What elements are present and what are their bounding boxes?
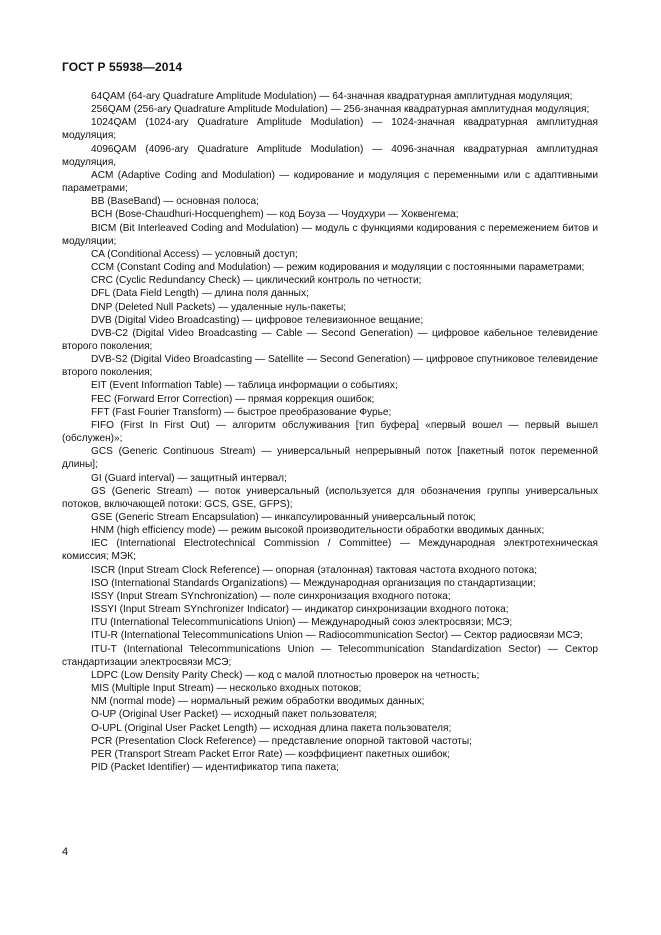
list-item: GS (Generic Stream) — поток универсальный (используется для обозначения группы универсальных потоков, включающей потоки: GCS, GSE, GFPS); <box>62 485 598 510</box>
list-item: 1024QAM (1024-ary Quadrature Amplitude Modulation) — 1024-значная квадратурная амплитудная модуляция; <box>62 117 598 142</box>
list-item: FFT (Fast Fourier Transform) — быстрое преобразование Фурье; <box>91 406 392 418</box>
list-item: PCR (Presentation Clock Reference) — представление опорной тактовой частоты; <box>91 735 472 747</box>
abbreviation-list <box>62 90 598 774</box>
list-item: ACM (Adaptive Coding and Modulation) — кодирование и модуляция с переменными или с адаптивными параметрами; <box>62 169 598 195</box>
list-item: 256QAM (256-ary Quadrature Amplitude Modulation) — 256-значная квадратурная амплитудная модуляция; <box>91 104 590 116</box>
list-item: CA (Conditional Access) — условный доступ; <box>91 248 298 260</box>
list-item: ISO (International Standards Organizations) — Международная организация по стандартизации; <box>91 577 536 589</box>
list-item: FIFO (First In First Out) — алгоритм обслуживания [тип буфера] «первый вошел — первый вышел (обслужен)»; <box>62 419 598 445</box>
list-item: PER (Transport Stream Packet Error Rate) — коэффициент пакетных ошибок; <box>91 748 450 760</box>
list-item: FEC (Forward Error Correction) — прямая коррекция ошибок; <box>91 393 375 405</box>
list-item: BICM (Bit Interleaved Coding and Modulation) — модуль с функциями кодирования с перемежением битов и модуляции; <box>62 222 598 247</box>
list-item: ITU-R (International Telecommunications Union — Radiocommunication Sector) — Сектор радиосвязи МСЭ; <box>91 630 583 642</box>
list-item: ITU (International Telecommunications Union) — Международный союз электросвязи; МСЭ; <box>91 617 513 629</box>
list-item: 4096QAM (4096-ary Quadrature Amplitude Modulation) — 4096-значная квадратурная амплитудная модуляция, <box>62 143 598 168</box>
list-item: ISSYI (Input Stream SYnchronizer Indicator) — индикатор синхронизации входного потока; <box>91 604 509 616</box>
list-item: GSE (Generic Stream Encapsulation) — инкапсулированный универсальный поток; <box>91 512 476 523</box>
list-item: EIT (Event Information Table) — таблица информации о событиях; <box>91 380 398 392</box>
list-item: GI (Guard interval) — защитный интервал; <box>91 472 287 484</box>
page-number: 4 <box>62 846 69 858</box>
list-item: DNP (Deleted Null Packets) — удаленные нуль-пакеты; <box>91 301 347 313</box>
list-item: MIS (Multiple Input Stream) — несколько входных потоков; <box>91 683 362 695</box>
list-item: DVB (Digital Video Broadcasting) — цифровое телевизионное вещание; <box>91 314 424 326</box>
list-item: CRC (Cyclic Redundancy Check) — циклический контроль по четности; <box>91 275 422 287</box>
list-item: DVB-C2 (Digital Video Broadcasting — Cable — Second Generation) — цифровое кабельное телевидение второго поколения; <box>62 327 598 352</box>
list-item: LDPC (Low Density Parity Check) — код с малой плотностью проверок на четность; <box>91 669 480 681</box>
list-item: ISSY (Input Stream SYnchronization) — поле синхронизация входного потока; <box>91 590 451 602</box>
list-item: BB (BaseBand) — основная полоса; <box>91 196 259 208</box>
list-item: O-UPL (Original User Packet Length) — исходная длина пакета пользователя; <box>91 722 452 734</box>
list-item: O-UP (Original User Packet) — исходный пакет пользователя; <box>91 709 378 721</box>
list-item: PID (Packet Identifier) — идентификатор типа пакета; <box>91 761 339 773</box>
list-item: 64QAM (64-ary Quadrature Amplitude Modulation) — 64-значная квадратурная амплитудная модуляция; <box>91 91 573 102</box>
list-item: IEC (International Electrotechnical Commission / Committee) — Международная электротехническая комиссия; МЭК; <box>62 538 598 563</box>
list-item: NM (normal mode) — нормальный режим обработки вводимых данных; <box>91 696 425 708</box>
list-item: CCM (Constant Coding and Modulation) — режим кодирования и модуляции с постоянными параметрами; <box>91 262 585 274</box>
list-item: BCH (Bose-Chaudhuri-Hocquenghem) — код Боуза — Чоудхури — Хоквенгема; <box>91 209 459 221</box>
list-item: ISCR (Input Stream Clock Reference) — опорная (эталонная) тактовая частота входного потока; <box>91 564 538 576</box>
list-item: HNM (high efficiency mode) — режим высокой производительности обработки вводимых данных; <box>91 525 545 537</box>
list-item: DVB-S2 (Digital Video Broadcasting — Satellite — Second Generation) — цифровое спутниковое телевидение второго поколения; <box>62 354 598 379</box>
list-item: DFL (Data Field Length) — длина поля данных; <box>91 288 309 300</box>
list-item: ITU-T (International Telecommunications Union — Telecommunication Standardization Sector) — Сектор стандартизации электросвязи МСЭ; <box>62 643 598 668</box>
list-item: GCS (Generic Continuous Stream) — универсальный непрерывный поток [пакетный поток переменной длины]; <box>62 446 598 471</box>
document-header: ГОСТ Р 55938—2014 <box>62 60 183 74</box>
